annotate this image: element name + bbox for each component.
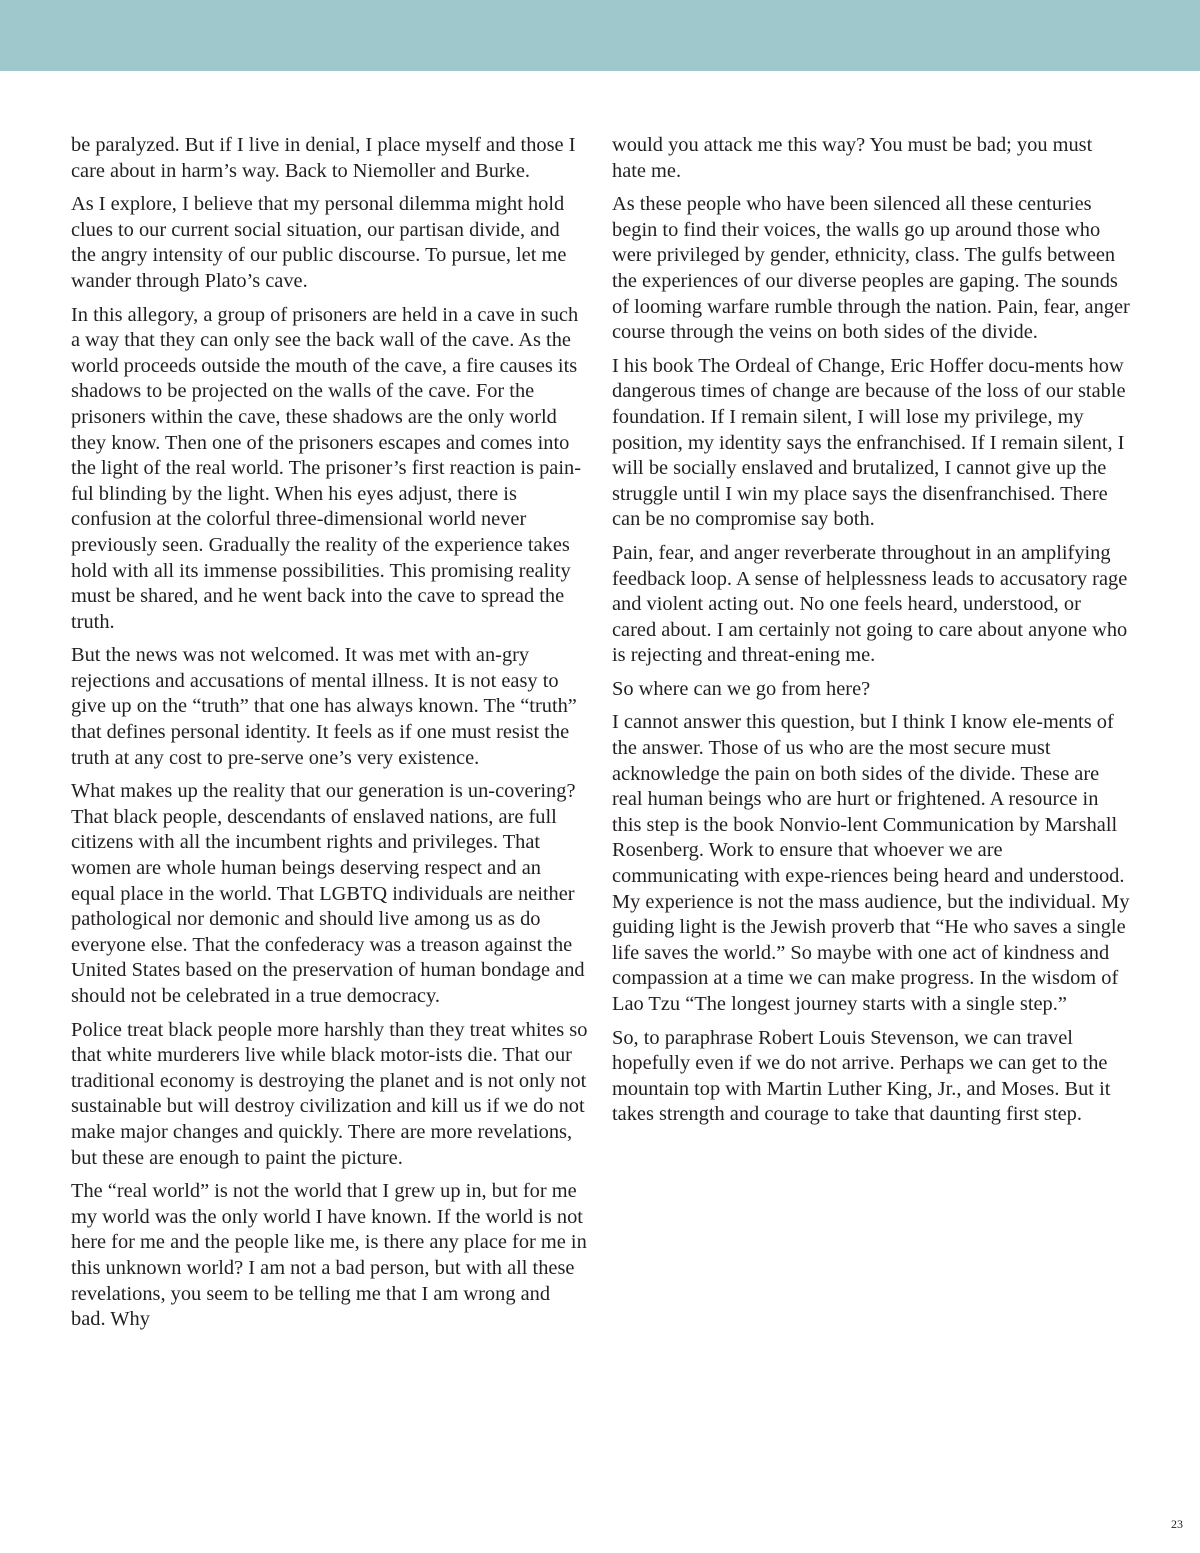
- paragraph: What makes up the reality that our generation is un-covering? That black people, descendants of enslaved nations, are full citizens with all the incumbent rights and privileges. That women are whole human beings deserving respect and an equal place in the world. That LGBTQ individuals are neither pathological nor demonic and should live among us as do everyone else. That the confederacy was a treason against the United States based on the preservation of human bondage and should not be celebrated in a true democracy.: [71, 780, 585, 1007]
- paragraph: I his book The Ordeal of Change, Eric Hoffer docu-ments how dangerous times of change are because of the loss of our stable foundation. If I remain silent, I will lose my privilege, my position, my identity says the enfranchised. If I remain silent, I will be socially enslaved and brutalized, I cannot give up the struggle until I win my place says the disenfranchised. There can be no compromise say both.: [612, 354, 1126, 531]
- paragraph: Police treat black people more harshly than they treat whites so that white murderers live while black motor-ists die. That our traditional economy is destroying the planet and is not only not sustainable but will destroy civilization and kill us if we do not make major changes and quickly. There are more revelations, but these are enough to paint the picture.: [71, 1018, 588, 1169]
- left-column: [71, 133, 589, 1341]
- right-column: [612, 133, 1130, 1136]
- paragraph: I cannot answer this question, but I think I know ele-ments of the answer. Those of us who are the most secure must acknowledge the pain on both sides of the divide. These are real human beings who are hurt or frightened. A resource in this step is the book Nonvio-lent Communication by Marshall Rosenberg. Work to ensure that whoever we are communicating with expe-riences being heard and understood. My experience is not the mass audience, but the individual. My guiding light is the Jewish proverb that “He who saves a single life saves the world.” So maybe with one act of kindness and compassion at a time we can make progress. In the wisdom of Lao Tzu “The longest journey starts with a single step.”: [612, 711, 1130, 1015]
- paragraph: would you attack me this way? You must be bad; you must hate me.: [612, 134, 1093, 182]
- paragraph: As I explore, I believe that my personal dilemma might hold clues to our current social situation, our partisan divide, and the angry intensity of our public discourse. To pursue, let me wander through Plato’s cave.: [71, 193, 567, 292]
- header-band: [0, 0, 1200, 71]
- paragraph: be paralyzed. But if I live in denial, I place myself and those I care about in harm’s way. Back to Niemoller and Burke.: [71, 134, 576, 182]
- paragraph: So where can we go from here?: [612, 677, 871, 700]
- paragraph: But the news was not welcomed. It was met with an-gry rejections and accusations of mental illness. It is not easy to give up on the “truth” that one has always known. The “truth” that defines personal identity. It feels as if one must resist the truth at any cost to pre-serve one’s very existence.: [71, 644, 577, 769]
- paragraph: So, to paraphrase Robert Louis Stevenson, we can travel hopefully even if we do not arrive. Perhaps we can get to the mountain top with Martin Luther King, Jr., and Moses. But it takes strength and courage to take that daunting first step.: [612, 1026, 1111, 1126]
- paragraph: As these people who have been silenced all these centuries begin to find their voices, the walls go up around those who were privileged by gender, ethnicity, class. The gulfs between the experiences of our diverse peoples are gaping. The sounds of looming warfare rumble through the nation. Pain, fear, anger course through the veins on both sides of the divide.: [612, 193, 1130, 344]
- paragraph: Pain, fear, and anger reverberate throughout in an amplifying feedback loop. A sense of helplessness leads to accusatory rage and violent acting out. No one feels heard, understood, or cared about. I am certainly not going to care about anyone who is rejecting and threat-ening me.: [612, 541, 1128, 667]
- page-number: 23: [1171, 1517, 1183, 1531]
- paragraph: In this allegory, a group of prisoners are held in a cave in such a way that they can only see the back wall of the cave. As the world proceeds outside the mouth of the cave, a fire causes its shadows to be projected on the walls of the cave. For the prisoners within the cave, these shadows are the only world they know. Then one of the prisoners escapes and comes into the light of the real world. The prisoner’s first reaction is pain-ful blinding by the light. When his eyes adjust, there is confusion at the colorful three-dimensional world never previously seen. Gradually the reality of the experience takes hold with all its immense possibilities. This promising reality must be shared, and he went back into the cave to spread the truth.: [71, 303, 582, 633]
- paragraph: The “real world” is not the world that I grew up in, but for me my world was the only world I have known. If the world is not here for me and the people like me, is there any place for me in this unknown world? I am not a bad person, but with all these revelations, you seem to be telling me that I am wrong and bad. Why: [71, 1180, 587, 1331]
